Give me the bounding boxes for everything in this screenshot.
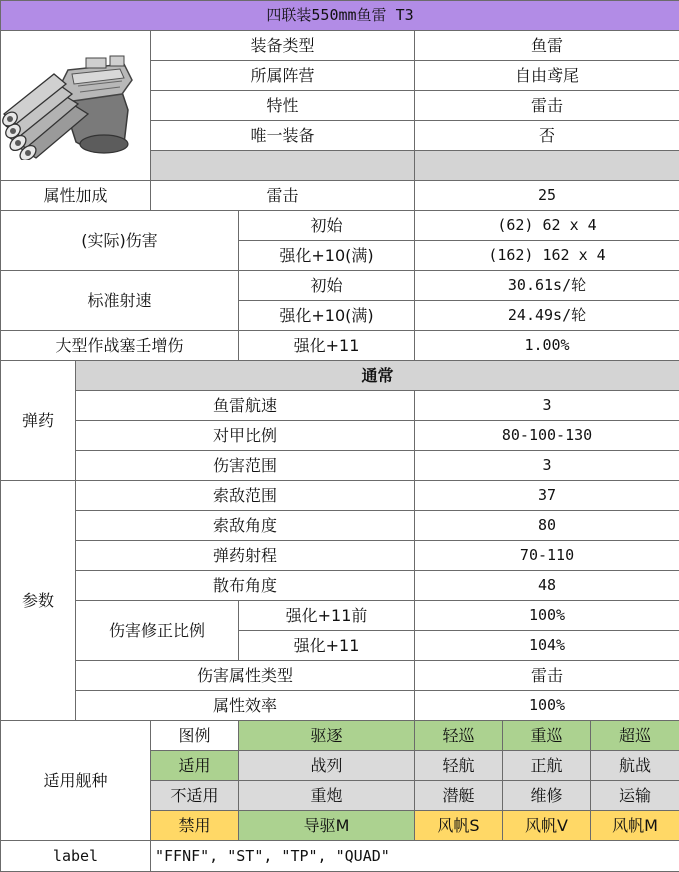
unique-label: 唯一装备 (151, 121, 415, 151)
label-key: label (1, 841, 151, 872)
legend-applicable: 适用 (151, 751, 239, 781)
damage-init-label: 初始 (239, 211, 415, 241)
faction-label: 所属阵营 (151, 61, 415, 91)
param-row-label: 弹药射程 (76, 541, 415, 571)
ammo-row-label: 鱼雷航速 (76, 391, 415, 421)
damage-mod-label: 伤害修正比例 (76, 601, 239, 661)
type-label: 装备类型 (151, 31, 415, 61)
mod-before-value: 100% (415, 601, 679, 631)
mod-before-label: 强化+11前 (239, 601, 415, 631)
attr-eff-value: 100% (415, 691, 679, 721)
ship-types-label: 适用舰种 (1, 721, 151, 841)
legend-label: 图例 (151, 721, 239, 751)
ship-type-cell: 重巡 (503, 721, 591, 751)
ship-type-cell: 驱逐 (239, 721, 415, 751)
rate-label: 标准射速 (1, 271, 239, 331)
ship-type-cell: 运输 (591, 781, 679, 811)
label-value: "FFNF", "ST", "TP", "QUAD" (151, 841, 679, 872)
legend-banned: 禁用 (151, 811, 239, 841)
param-row-value: 37 (415, 481, 679, 511)
ammo-row-value: 3 (415, 391, 679, 421)
legend-not-applicable: 不适用 (151, 781, 239, 811)
attr-type-label: 伤害属性类型 (76, 661, 415, 691)
rate-max-label: 强化+10(满) (239, 301, 415, 331)
param-row-label: 索敌范围 (76, 481, 415, 511)
equipment-image (1, 31, 151, 181)
bonus-stat: 雷击 (151, 181, 415, 211)
siren-bonus-value: 1.00% (415, 331, 679, 361)
ship-type-cell: 风帆S (415, 811, 503, 841)
trait-value: 雷击 (415, 91, 679, 121)
equipment-title: 四联装550mm鱼雷 T3 (1, 1, 679, 31)
damage-label: (实际)伤害 (1, 211, 239, 271)
siren-bonus-level: 强化+11 (239, 331, 415, 361)
ship-type-cell: 风帆M (591, 811, 679, 841)
ship-type-cell: 维修 (503, 781, 591, 811)
faction-value: 自由鸢尾 (415, 61, 679, 91)
quad-torpedo-launcher-icon (2, 52, 150, 160)
damage-max-value: (162) 162 x 4 (415, 241, 679, 271)
ammo-row-value: 3 (415, 451, 679, 481)
ammo-row-label: 对甲比例 (76, 421, 415, 451)
ammo-row-value: 80-100-130 (415, 421, 679, 451)
ship-type-cell: 潜艇 (415, 781, 503, 811)
attr-type-value: 雷击 (415, 661, 679, 691)
empty-cell (151, 151, 415, 181)
ship-type-cell: 导驱M (239, 811, 415, 841)
bonus-value: 25 (415, 181, 679, 211)
rate-init-label: 初始 (239, 271, 415, 301)
rate-max-value: 24.49s/轮 (415, 301, 679, 331)
ship-type-cell: 战列 (239, 751, 415, 781)
ship-type-cell: 风帆V (503, 811, 591, 841)
param-row-label: 索敌角度 (76, 511, 415, 541)
ship-type-cell: 轻巡 (415, 721, 503, 751)
damage-max-label: 强化+10(满) (239, 241, 415, 271)
trait-label: 特性 (151, 91, 415, 121)
ship-type-cell: 轻航 (415, 751, 503, 781)
ship-type-cell: 航战 (591, 751, 679, 781)
attr-eff-label: 属性效率 (76, 691, 415, 721)
type-value: 鱼雷 (415, 31, 679, 61)
ship-type-cell: 正航 (503, 751, 591, 781)
mod-after-label: 强化+11 (239, 631, 415, 661)
ammo-label: 弹药 (1, 361, 76, 481)
ship-type-cell: 重炮 (239, 781, 415, 811)
rate-init-value: 30.61s/轮 (415, 271, 679, 301)
siren-bonus-label: 大型作战塞壬增伤 (1, 331, 239, 361)
param-row-value: 70-110 (415, 541, 679, 571)
ammo-header: 通常 (76, 361, 679, 391)
bonus-label: 属性加成 (1, 181, 151, 211)
param-row-value: 48 (415, 571, 679, 601)
mod-after-value: 104% (415, 631, 679, 661)
params-label: 参数 (1, 481, 76, 721)
ammo-row-label: 伤害范围 (76, 451, 415, 481)
unique-value: 否 (415, 121, 679, 151)
empty-cell (415, 151, 679, 181)
damage-init-value: (62) 62 x 4 (415, 211, 679, 241)
ship-type-cell: 超巡 (591, 721, 679, 751)
param-row-label: 散布角度 (76, 571, 415, 601)
param-row-value: 80 (415, 511, 679, 541)
